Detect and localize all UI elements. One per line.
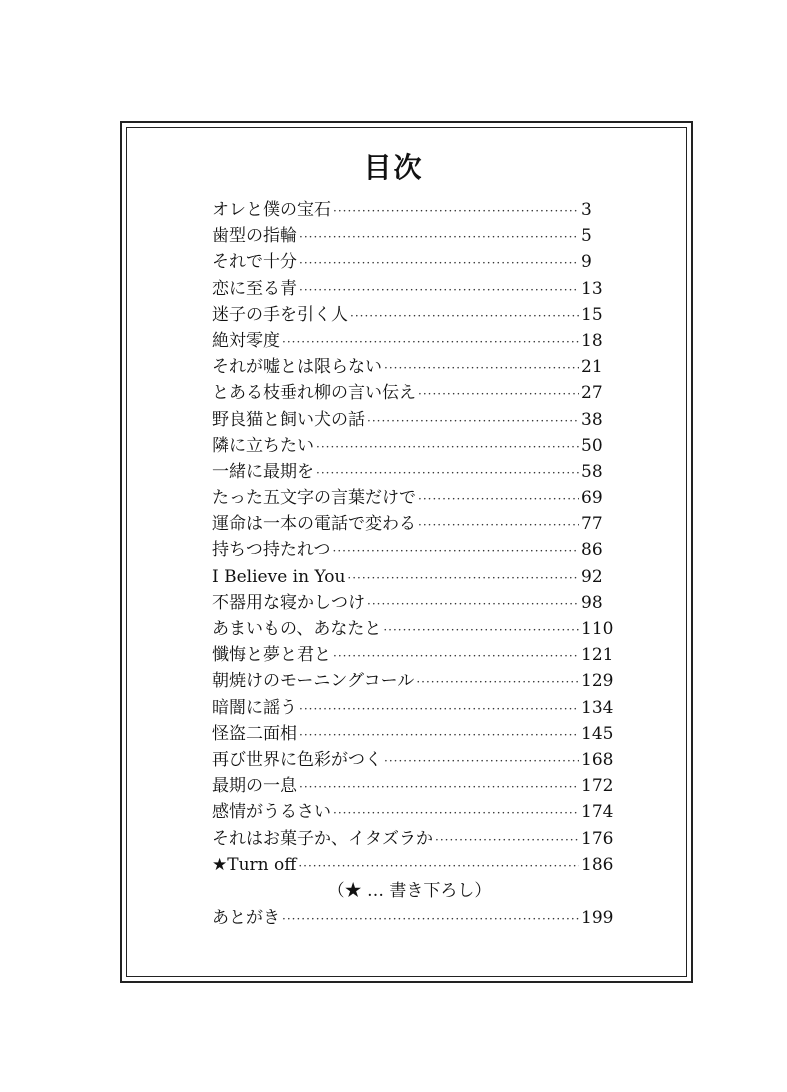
- toc-entry-page: 5: [581, 226, 592, 247]
- toc-entry-title: 感情がうるさい: [212, 802, 331, 823]
- toc-entry-title: それが嘘とは限らない: [212, 357, 382, 378]
- toc-entry-page: 77: [581, 514, 603, 535]
- toc-entry: [212, 459, 607, 485]
- toc-entry-page: 3: [581, 200, 592, 220]
- toc-entry: [212, 642, 614, 668]
- toc-entry-afterword: [212, 905, 614, 931]
- toc-entry-page: 199: [581, 908, 614, 928]
- leader-dots: [299, 774, 579, 800]
- leader-dots: [316, 434, 579, 460]
- toc-entry-title: 歯型の指輪: [212, 226, 297, 247]
- toc-entry-title: オレと僕の宝石: [212, 200, 331, 220]
- toc-entry-page: 86: [581, 540, 603, 561]
- leader-dots: [416, 669, 579, 695]
- toc-entry-title: あまいもの、あなたと: [212, 619, 382, 639]
- toc-entry: [212, 249, 607, 275]
- toc-entry-title: 恋に至る青: [212, 278, 297, 299]
- toc-entry: [212, 668, 614, 694]
- toc-entry-page: 168: [581, 749, 614, 770]
- toc-list: [212, 197, 614, 878]
- leader-dots: [350, 303, 579, 329]
- toc-entry: [212, 564, 607, 590]
- toc-entry-page: 18: [581, 330, 603, 351]
- toc-entry-page: 129: [581, 671, 614, 692]
- toc-entry: [212, 590, 607, 616]
- toc-entry: [212, 721, 614, 747]
- toc-entry: [212, 773, 614, 799]
- written-for-book-note: （★ … 書き下ろし）: [327, 881, 492, 901]
- toc-entry-title: それで十分: [212, 252, 297, 273]
- toc-entry: [212, 826, 614, 852]
- toc-entry-title: 怪盗二面相: [212, 723, 297, 744]
- toc-entry-page: 38: [581, 409, 603, 430]
- leader-dots: [418, 381, 579, 407]
- toc-entry-page: 27: [581, 383, 603, 404]
- leader-dots: [435, 827, 579, 853]
- toc-entry-page: 121: [581, 645, 614, 666]
- toc-entry-page: 145: [581, 723, 614, 744]
- toc-entry-page: 13: [581, 278, 603, 299]
- toc-entry-page: 174: [581, 802, 614, 823]
- toc-entry-title: 野良猫と飼い犬の話: [212, 409, 365, 430]
- toc-entry-page: 21: [581, 357, 603, 378]
- toc-entry-title: 持ちつ持たれつ: [212, 540, 331, 561]
- toc-entry-title: 最期の一息: [212, 776, 297, 797]
- toc-entry-title: あとがき: [212, 908, 280, 928]
- toc-entry-page: 58: [581, 461, 603, 482]
- toc-entry-title: 朝焼けのモーニングコール: [212, 671, 415, 692]
- toc-entry-title: 不器用な寝かしつけ: [212, 592, 365, 613]
- leader-dots: [347, 565, 579, 591]
- toc-entry: [212, 276, 607, 302]
- toc-entry-title: 再び世界に色彩がつく: [212, 749, 382, 770]
- toc-entry-page: 186: [581, 854, 614, 875]
- toc-entry-title: 暗闇に謡う: [212, 697, 297, 718]
- toc-entry: [212, 852, 614, 878]
- leader-dots: [299, 224, 579, 250]
- toc-entry-page: 9: [581, 252, 592, 273]
- toc-entry-title: それはお菓子か、イタズラか: [212, 828, 433, 849]
- toc-entry-page: 110: [581, 619, 614, 639]
- leader-dots: [384, 355, 579, 381]
- toc-entry: [212, 433, 607, 459]
- toc-entry: [212, 485, 607, 511]
- toc-entry-page: 134: [581, 697, 614, 718]
- toc-entry-title: 一緒に最期を: [212, 461, 314, 482]
- toc-entry: [212, 380, 607, 406]
- leader-dots: [367, 591, 579, 617]
- toc-entry-title: 迷子の手を引く人: [212, 304, 348, 325]
- toc-entry: [212, 197, 607, 223]
- toc-entry: [212, 407, 607, 433]
- leader-dots: [299, 696, 579, 722]
- toc-entry-title: 隣に立ちたい: [212, 435, 314, 456]
- toc-entry: [212, 511, 607, 537]
- leader-dots: [418, 486, 579, 512]
- toc-entry-page: 15: [581, 304, 603, 325]
- leader-dots: [299, 722, 579, 748]
- toc-entry: [212, 302, 607, 328]
- leader-dots: [298, 853, 579, 879]
- afterword-list: [212, 905, 614, 931]
- toc-entry-page: 50: [581, 435, 603, 456]
- leader-dots: [367, 408, 579, 434]
- leader-dots: [333, 538, 580, 564]
- toc-entry-page: 98: [581, 592, 603, 613]
- toc-entry-page: 92: [581, 566, 603, 587]
- toc-entry: [212, 537, 607, 563]
- toc-entry-title: たった五文字の言葉だけで: [212, 488, 416, 509]
- toc-entry-page: 176: [581, 828, 614, 849]
- toc-entry-page: 69: [581, 488, 603, 509]
- leader-dots: [384, 748, 579, 774]
- leader-dots: [299, 277, 579, 303]
- toc-entry: [212, 223, 607, 249]
- leader-dots: [333, 800, 579, 826]
- leader-dots: [333, 198, 579, 224]
- toc-entry-title: 懺悔と夢と君と: [212, 645, 331, 666]
- leader-dots: [282, 906, 579, 932]
- toc-entry: [212, 616, 614, 642]
- leader-dots: [282, 329, 579, 355]
- toc-entry: [212, 328, 607, 354]
- leader-dots: [383, 617, 579, 643]
- page-title: 目次: [363, 151, 424, 184]
- leader-dots: [299, 250, 579, 276]
- toc-entry: [212, 354, 607, 380]
- toc-entry: [212, 695, 614, 721]
- toc-entry-title: 絶対零度: [212, 330, 280, 351]
- leader-dots: [418, 512, 579, 538]
- leader-dots: [333, 643, 579, 669]
- toc-entry-title: ★Turn off: [212, 854, 297, 875]
- toc-entry: [212, 747, 614, 773]
- toc-entry: [212, 799, 614, 825]
- leader-dots: [316, 460, 579, 486]
- toc-entry-title: 運命は一本の電話で変わる: [212, 514, 416, 535]
- toc-entry-page: 172: [581, 776, 614, 797]
- toc-entry-title: I Believe in You: [212, 566, 346, 587]
- toc-entry-title: とある枝垂れ柳の言い伝え: [212, 383, 416, 404]
